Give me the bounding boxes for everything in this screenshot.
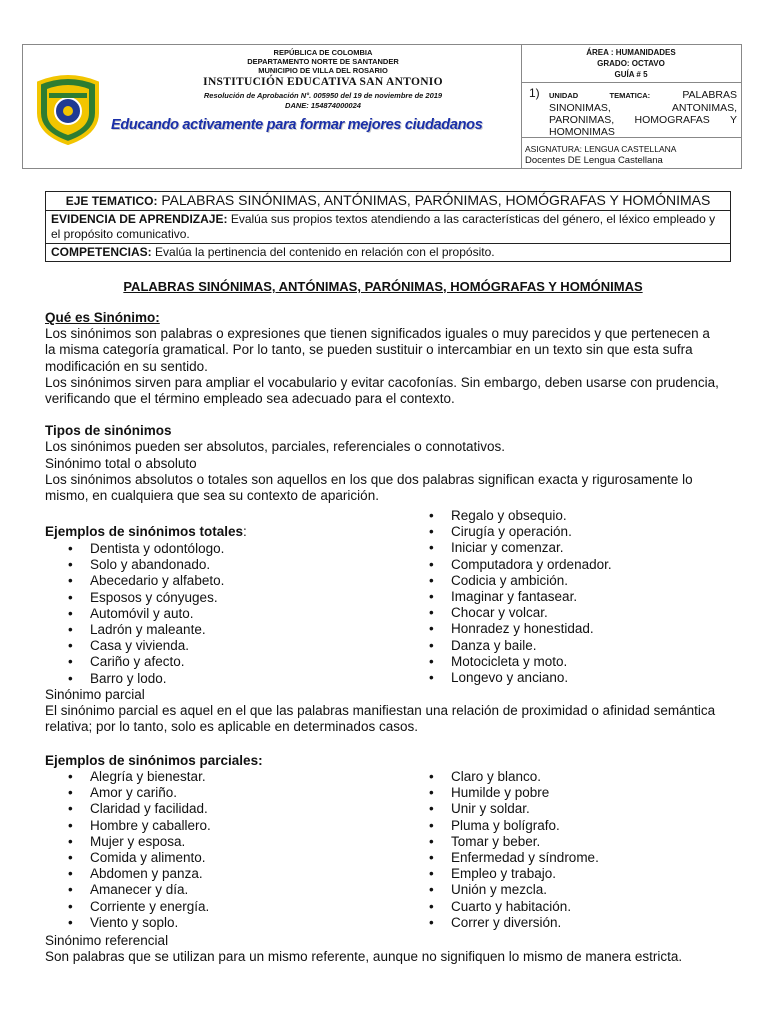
list-item: • Dentista y odontólogo. <box>90 541 224 557</box>
list-item: • Cariño y afecto. <box>90 654 185 670</box>
eje-text: PALABRAS SINÓNIMAS, ANTÓNIMAS, PARÓNIMAS, HOMÓGRAFAS Y HOMÓNIMAS <box>161 192 711 208</box>
header-unit <box>521 83 741 138</box>
body-section-parcial <box>45 687 721 736</box>
list-item: • Esposos y cónyuges. <box>90 590 218 606</box>
que-es-paragraph-2: Los sinónimos sirven para ampliar el vocabulario y evitar cacofonías. Sin embargo, deben usarse con prudencia, verificando que el término empleado sea adecuado para el contexto. <box>45 374 719 407</box>
list-item: • Correr y diversión. <box>451 915 561 931</box>
page-title: PALABRAS SINÓNIMAS, ANTÓNIMAS, PARÓNIMAS, HOMÓGRAFAS Y HOMÓNIMAS <box>123 279 643 294</box>
list-item: • Amor y cariño. <box>90 785 177 801</box>
list-item: • Claridad y facilidad. <box>90 801 208 817</box>
list-item: • Enfermedad y síndrome. <box>451 850 599 866</box>
list-item: • Tomar y beber. <box>451 834 540 850</box>
evidencia-text: Evalúa sus propios textos atendiendo a las características del género, el léxico empleado y el propósito comunicativo. <box>51 212 716 241</box>
header-unit-text <box>549 89 737 138</box>
header-institution-name: INSTITUCIÓN EDUCATIVA SAN ANTONIO <box>203 76 443 88</box>
list-item: • Ladrón y maleante. <box>90 622 206 638</box>
list-item: • Unir y soldar. <box>451 801 530 817</box>
eje-row <box>46 192 731 211</box>
header-unit-title: PALABRAS SINONIMAS, ANTONIMAS, PARONIMAS, HOMOGRAFAS Y HOMONIMAS <box>549 89 737 138</box>
body-section-que-es <box>45 310 721 504</box>
header-department: DEPARTAMENTO NORTE DE SANTANDER <box>247 57 399 66</box>
header-course-block <box>521 45 741 168</box>
que-es-paragraph-1: Los sinónimos son palabras o expresiones que tienen significados iguales o muy parecidos y que pertenecen a la misma categoría gramatical. Por lo tanto, se pueden sustituir o intercambiar en un texto sin que esta sufra modificación en su sentido. <box>45 326 710 374</box>
header-area-grade-guide <box>521 45 741 83</box>
list-item: • Solo y abandonado. <box>90 557 210 573</box>
document-header <box>22 44 742 169</box>
competencias-label: COMPETENCIAS: <box>51 245 152 259</box>
list-item: • Empleo y trabajo. <box>451 866 556 882</box>
eje-label: EJE TEMATICO: <box>65 194 158 208</box>
list-item: • Casa y vivienda. <box>90 638 189 654</box>
ejemplos-parciales-heading: Ejemplos de sinónimos parciales: <box>45 753 263 768</box>
tipos-paragraph: Los sinónimos pueden ser absolutos, parciales, referenciales o connotativos. <box>45 439 506 455</box>
list-item: • Hombre y caballero. <box>90 818 211 834</box>
list-item: • Chocar y volcar. <box>451 605 548 621</box>
list-item: • Honradez y honestidad. <box>451 621 594 637</box>
header-subject: ASIGNATURA: LENGUA CASTELLANA <box>525 144 677 154</box>
list-item: • Abdomen y panza. <box>90 866 203 882</box>
parcial-heading: Sinónimo parcial <box>45 687 145 702</box>
eje-tematico-table <box>45 191 731 262</box>
header-resolution: Resolución de Aprobación N°. 005950 del 19 de noviembre de 2019 <box>203 91 443 100</box>
evidencia-label: EVIDENCIA DE APRENDIZAJE: <box>51 212 228 226</box>
list-item: • Cuarto y habitación. <box>451 899 571 915</box>
list-item: • Codicia y ambición. <box>451 573 568 589</box>
competencias-text: Evalúa la pertinencia del contenido en relación con el propósito. <box>155 245 495 259</box>
ejemplos-totales-colon: : <box>243 524 247 539</box>
body-section-referencial <box>45 933 721 965</box>
list-item: • Amanecer y día. <box>90 882 188 898</box>
competencias-row <box>46 244 731 262</box>
referencial-heading: Sinónimo referencial <box>45 933 169 948</box>
list-item: • Alegría y bienestar. <box>90 769 206 785</box>
ejemplos-totales-heading: Ejemplos de sinónimos totales <box>45 524 244 539</box>
list-item: • Unión y mezcla. <box>451 882 547 898</box>
list-item: • Iniciar y comenzar. <box>451 540 564 556</box>
total-heading: Sinónimo total o absoluto <box>45 455 197 471</box>
list-item: • Pluma y bolígrafo. <box>451 818 560 834</box>
ejemplos-totales-heading-line <box>45 524 247 540</box>
referencial-paragraph: Son palabras que se utilizan para un mismo referente, aunque no signifiquen lo mismo de manera estricta. <box>45 949 683 965</box>
header-unit-number: 1) <box>529 86 540 100</box>
header-grade: GRADO: OCTAVO <box>597 59 665 68</box>
parcial-paragraph: El sinónimo parcial es aquel en el que las palabras manifiestan una relación de proximidad o afinidad semántica relativa; por lo tanto, solo es aplicable en determinados casos. <box>45 703 716 735</box>
institution-shield-icon <box>35 73 101 145</box>
list-item: • Corriente y energía. <box>90 899 209 915</box>
tipos-heading: Tipos de sinónimos <box>45 423 172 439</box>
header-municipality: MUNICIPIO DE VILLA DEL ROSARIO <box>258 66 388 75</box>
list-item: • Abecedario y alfabeto. <box>90 573 224 589</box>
list-item: • Regalo y obsequio. <box>451 508 567 524</box>
spacer <box>45 407 721 423</box>
que-es-heading: Qué es Sinónimo: <box>45 310 160 325</box>
list-item: • Mujer y esposa. <box>90 834 185 850</box>
list-item: • Motocicleta y moto. <box>451 654 567 670</box>
total-paragraph: Los sinónimos absolutos o totales son aquellos en los que dos palabras significan exacta y rigurosamente lo mismo, en cualquiera que sea su contexto de aparición. <box>45 471 693 504</box>
header-republic: REPÚBLICA DE COLOMBIA <box>273 48 373 57</box>
list-item: • Longevo y anciano. <box>451 670 568 686</box>
list-item: • Barro y lodo. <box>90 671 167 687</box>
header-guide: GUÍA # 5 <box>614 70 648 79</box>
header-institution-block <box>23 45 522 168</box>
list-item: • Claro y blanco. <box>451 769 541 785</box>
list-item: • Humilde y pobre <box>451 785 549 801</box>
competencias-cell <box>46 244 731 262</box>
header-unit-label: UNIDAD TEMATICA: <box>549 91 651 100</box>
header-teachers: Docentes DE Lengua Castellana <box>525 155 663 166</box>
list-item: • Danza y baile. <box>451 638 537 654</box>
eje-cell <box>46 192 731 211</box>
list-item: • Cirugía y operación. <box>451 524 572 540</box>
header-motto: Educando activamente para formar mejores ciudadanos <box>111 117 483 133</box>
header-dane: DANE: 154874000024 <box>285 101 361 110</box>
evidencia-row <box>46 211 731 244</box>
header-subject-block <box>521 137 741 168</box>
list-item: • Comida y alimento. <box>90 850 206 866</box>
list-item: • Computadora y ordenador. <box>451 557 612 573</box>
header-area: ÁREA : HUMANIDADES <box>586 48 676 57</box>
list-item: • Imaginar y fantasear. <box>451 589 577 605</box>
evidencia-cell <box>46 211 731 244</box>
list-item: • Automóvil y auto. <box>90 606 194 622</box>
list-item: • Viento y soplo. <box>90 915 178 931</box>
